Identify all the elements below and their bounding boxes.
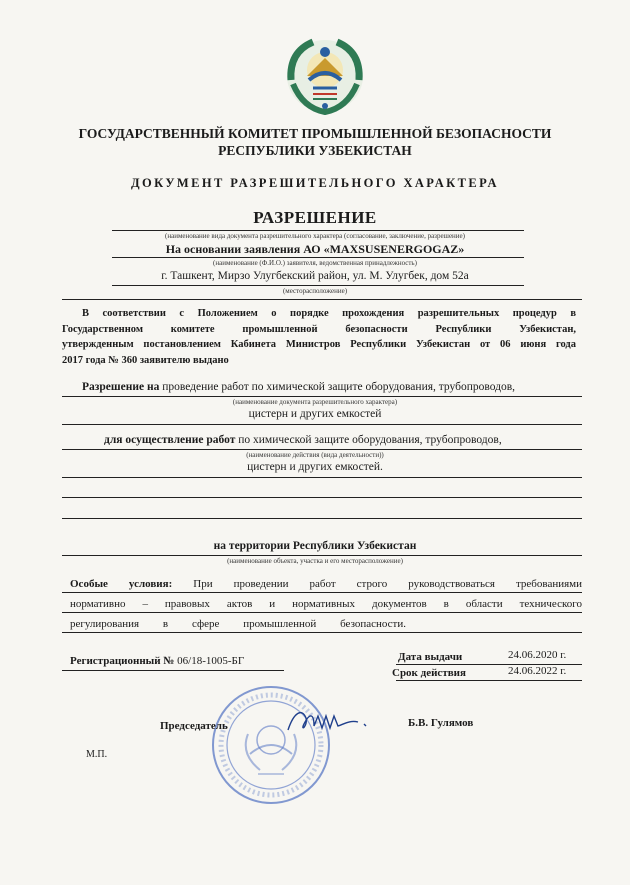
title-underline xyxy=(112,230,524,231)
address-underline xyxy=(112,285,524,286)
special-conditions xyxy=(70,574,582,634)
stamp-place-label: М.П. xyxy=(86,749,108,760)
legal-basis-line: 2017 года № 360 заявителю выдано xyxy=(62,354,229,366)
conditions-underline-2 xyxy=(62,612,582,613)
document-type-heading: ДОКУМЕНТ РАЗРЕШИТЕЛЬНОГО ХАРАКТЕРА xyxy=(131,176,499,190)
blank-line-3 xyxy=(62,518,582,519)
legal-basis-line: Государственном комитете промышленной безопасности Республики Узбекистан, xyxy=(62,323,576,335)
conditions-label: Особые условия: xyxy=(70,578,173,590)
permission-caption: (наименование документа разрешительного характера) xyxy=(232,398,398,406)
basis-underline xyxy=(112,257,524,258)
address-caption: (месторасположение) xyxy=(282,287,348,295)
permission-text-continued: цистерн и других емкостей xyxy=(248,408,382,420)
issue-date: 24.06.2020 г. xyxy=(508,649,567,661)
conditions-line: нормативно – правовых актов и нормативных документов в области технического xyxy=(70,598,582,610)
conditions-line: При проведении работ строго руководствоваться требованиями xyxy=(193,578,583,590)
activity-text-continued: цистерн и других емкостей. xyxy=(247,461,383,473)
title-caption: (наименование вида документа разрешительного характера (согласование, заключение, разрешение) xyxy=(165,232,465,240)
blank-line-2 xyxy=(62,497,582,498)
conditions-underline-3 xyxy=(62,632,582,633)
registration-label: Регистрационный № xyxy=(70,655,175,667)
state-emblem-icon xyxy=(283,36,367,116)
conditions-underline-1 xyxy=(62,592,582,593)
permission-underline-2 xyxy=(62,424,582,425)
activity-line xyxy=(104,434,502,446)
validity-underline xyxy=(396,680,582,681)
registration-number: 06/18-1005-БГ xyxy=(177,655,245,667)
legal-basis-paragraph xyxy=(62,306,576,368)
legal-basis-line: утвержденным постановлением Кабинета Министров Республики Узбекистан от 06 июня года xyxy=(62,339,576,350)
committee-name-line2: РЕСПУБЛИКИ УЗБЕКИСТАН xyxy=(218,143,412,158)
chairman-label: Председатель xyxy=(160,720,228,732)
blank-line-1 xyxy=(62,477,582,478)
activity-underline xyxy=(62,449,582,450)
section-divider xyxy=(62,299,582,300)
issue-date-label: Дата выдачи xyxy=(398,651,463,663)
applicant-basis: На основании заявления АО «MAXSUSENERGOGAZ» xyxy=(165,242,465,256)
permission-underline xyxy=(62,396,582,397)
activity-label: для осуществление работ xyxy=(104,434,236,446)
chairman-name: Б.В. Гулямов xyxy=(408,717,474,729)
permission-line xyxy=(82,381,515,393)
validity-label: Срок действия xyxy=(392,667,466,679)
registration-underline xyxy=(62,670,284,671)
signature-icon xyxy=(284,704,376,738)
permit-title: РАЗРЕШЕНИЕ xyxy=(253,208,377,227)
territory: на территории Республики Узбекистан xyxy=(213,540,417,552)
applicant-caption: (наименование (Ф.И.О.) заявителя, ведомственная принадлежность) xyxy=(213,259,417,267)
legal-basis-line: В соответствии с Положением о порядке прохождения разрешительных процедур в xyxy=(82,308,576,319)
validity-date: 24.06.2022 г. xyxy=(508,665,567,677)
territory-caption: (наименование объекта, участка и его месторасположение) xyxy=(227,557,403,565)
applicant-address: г. Ташкент, Мирзо Улугбекский район, ул. М. Улугбек, дом 52а xyxy=(161,270,469,282)
official-seal-icon xyxy=(210,684,332,806)
conditions-line: регулирования в сфере промышленной безопасности. xyxy=(70,618,406,630)
territory-underline xyxy=(62,555,582,556)
permission-label: Разрешение на xyxy=(82,381,160,393)
activity-caption: (наименование действия (вида деятельности)) xyxy=(246,451,384,459)
permission-text: проведение работ по химической защите оборудования, трубопроводов, xyxy=(159,381,516,393)
activity-text: по химической защите оборудования, трубопроводов, xyxy=(235,434,502,446)
registration xyxy=(70,655,244,667)
committee-name-line1: ГОСУДАРСТВЕННЫЙ КОМИТЕТ ПРОМЫШЛЕННОЙ БЕЗОПАСНОСТИ xyxy=(78,126,552,141)
